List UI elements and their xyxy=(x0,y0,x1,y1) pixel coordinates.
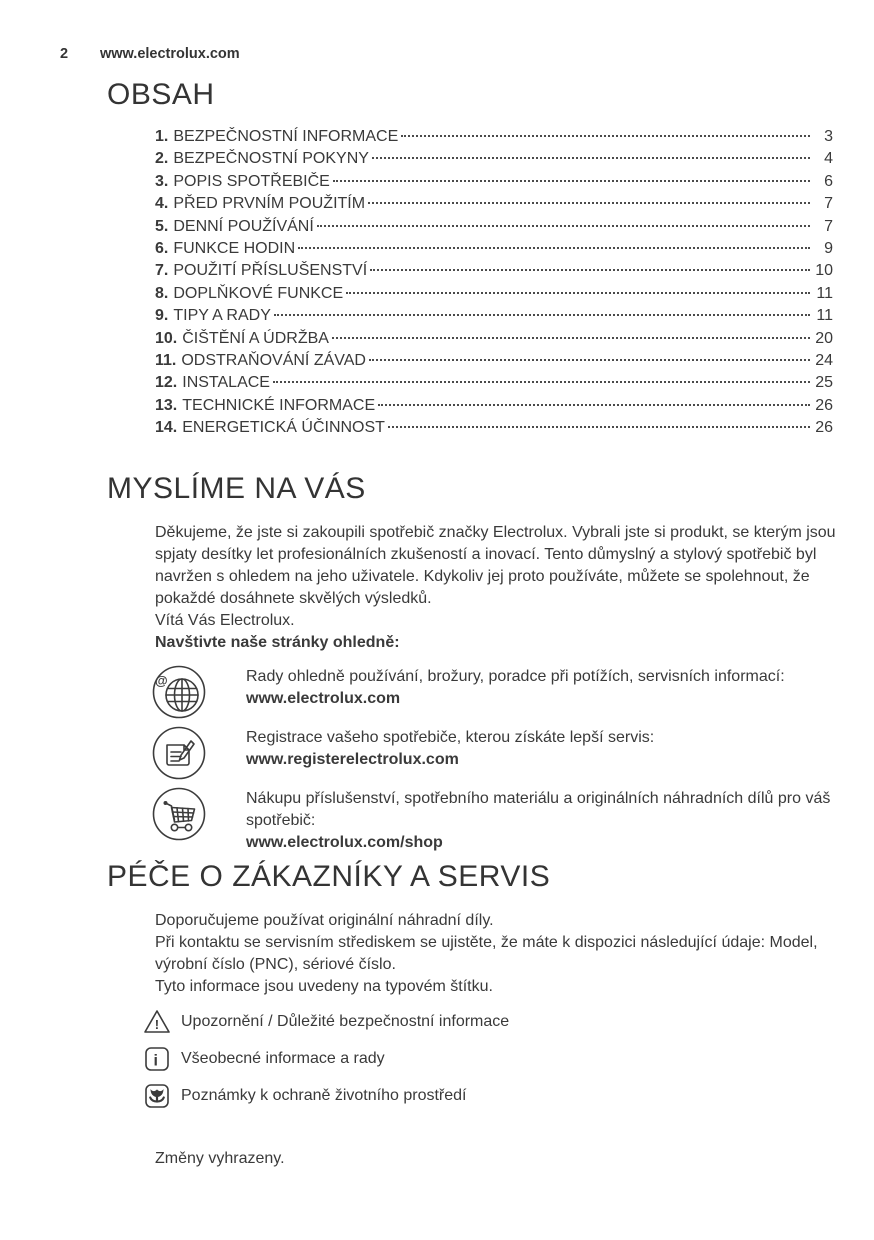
toc-row[interactable] xyxy=(155,193,833,215)
toc-row[interactable] xyxy=(155,328,833,350)
link-row-register xyxy=(151,725,851,781)
intro-text xyxy=(155,522,849,654)
toc-entry-number: 11. xyxy=(155,352,177,370)
toc-entry-title: BEZPEČNOSTNÍ INFORMACE xyxy=(173,128,399,145)
legend-row-info xyxy=(142,1045,874,1073)
toc-entry-number: 2. xyxy=(155,150,169,168)
globe-at-icon xyxy=(151,664,207,720)
toc-dot-leader xyxy=(368,202,810,204)
toc-entry-number: 10. xyxy=(155,329,178,347)
toc-row[interactable] xyxy=(155,171,833,193)
register-document-icon xyxy=(151,725,207,781)
website-links xyxy=(151,664,851,854)
toc-entry-number: 7. xyxy=(155,262,169,280)
toc-entry-title: ODSTRAŇOVÁNÍ ZÁVAD xyxy=(181,352,366,370)
link-row-advice xyxy=(151,664,851,720)
link-row-shop xyxy=(151,786,851,854)
svg-text:@: @ xyxy=(155,672,168,688)
toc-entry-number: 8. xyxy=(155,284,169,302)
toc-row[interactable] xyxy=(155,260,833,282)
toc-entry-page: 9 xyxy=(824,240,833,258)
toc-entry-title: TECHNICKÉ INFORMACE xyxy=(182,396,376,414)
legend-row-environment xyxy=(142,1082,874,1110)
toc-entry-number: 13. xyxy=(155,396,178,414)
toc-dot-leader xyxy=(298,247,810,249)
toc-dot-leader xyxy=(274,314,810,316)
toc-row[interactable] xyxy=(155,305,833,327)
toc-entry-title: ENERGETICKÁ ÚČINNOST xyxy=(182,419,385,437)
toc-dot-leader xyxy=(369,359,810,361)
legend-label: Všeobecné informace a rady xyxy=(181,1049,385,1067)
toc-row[interactable] xyxy=(155,216,833,238)
toc-entry-title: POPIS SPOTŘEBIČE xyxy=(173,172,330,190)
header-site-label: www.electrolux.com xyxy=(100,46,240,62)
toc-entry-page: 3 xyxy=(824,128,833,145)
environment-icon xyxy=(142,1082,172,1110)
svg-text:!: ! xyxy=(154,1016,160,1032)
care-line: Při kontaktu se servisním střediskem se ujistěte, že máte k dispozici následující údaje: Model, výrobní číslo (PNC), sériové číslo. xyxy=(155,933,818,973)
toc-entry-page: 24 xyxy=(815,352,833,370)
toc-entry-number: 5. xyxy=(155,217,169,235)
toc-entry-page: 7 xyxy=(824,195,833,213)
toc-entry-title: BEZPEČNOSTNÍ POKYNY xyxy=(173,150,369,168)
toc-entry-number: 4. xyxy=(155,195,169,213)
rights-reserved-note: Změny vyhrazeny. xyxy=(155,1149,285,1167)
toc-entry-page: 20 xyxy=(815,329,833,347)
link-text-block xyxy=(246,786,851,854)
toc-entry-page: 11 xyxy=(816,307,833,325)
shopping-cart-icon xyxy=(151,786,207,842)
toc-dot-leader xyxy=(401,135,810,137)
info-icon xyxy=(142,1045,172,1073)
toc-entry-page: 4 xyxy=(824,150,833,168)
toc-entry-number: 9. xyxy=(155,307,169,325)
toc-dot-leader xyxy=(378,404,810,406)
care-service-heading: PÉČE O ZÁKAZNÍKY A SERVIS xyxy=(107,859,551,893)
toc-entry-title: ČIŠTĚNÍ A ÚDRŽBA xyxy=(182,329,329,347)
page-header xyxy=(60,46,874,62)
warning-icon xyxy=(142,1008,172,1036)
toc-row[interactable] xyxy=(155,283,833,305)
toc-entry-number: 14. xyxy=(155,419,178,437)
toc-row[interactable] xyxy=(155,395,833,417)
link-description: Nákupu příslušenství, spotřebního materiálu a originálních náhradních dílů pro váš spotřebič: xyxy=(246,789,831,829)
page-number: 2 xyxy=(60,46,69,62)
toc-dot-leader xyxy=(372,157,810,159)
toc-entry-number: 12. xyxy=(155,374,178,392)
svg-text:i: i xyxy=(153,1052,158,1070)
toc-row[interactable] xyxy=(155,126,833,148)
toc-entry-title: DENNÍ POUŽÍVÁNÍ xyxy=(173,217,314,235)
link-url[interactable]: www.electrolux.com/shop xyxy=(246,833,443,851)
toc-entry-page: 10 xyxy=(815,262,833,280)
toc-dot-leader xyxy=(346,292,810,294)
link-text-block xyxy=(246,664,785,710)
table-of-contents xyxy=(155,126,833,440)
toc-entry-page: 26 xyxy=(815,396,833,414)
link-text-block xyxy=(246,725,654,771)
we-think-of-you-heading: MYSLÍME NA VÁS xyxy=(107,471,366,505)
toc-entry-title: DOPLŇKOVÉ FUNKCE xyxy=(173,284,344,302)
legend-label: Poznámky k ochraně životního prostředí xyxy=(181,1086,467,1104)
toc-dot-leader xyxy=(317,225,810,227)
toc-dot-leader xyxy=(370,269,810,271)
toc-entry-title: POUŽITÍ PŘÍSLUŠENSTVÍ xyxy=(173,262,368,280)
toc-entry-title: FUNKCE HODIN xyxy=(173,240,296,258)
care-line: Doporučujeme používat originální náhradní díly. xyxy=(155,911,494,929)
toc-entry-page: 11 xyxy=(816,284,833,302)
link-description: Registrace vašeho spotřebiče, kterou získáte lepší servis: xyxy=(246,728,655,746)
care-service-text xyxy=(155,910,849,998)
toc-dot-leader xyxy=(332,337,810,339)
toc-entry-title: PŘED PRVNÍM POUŽITÍM xyxy=(173,195,366,213)
legend-row-warning xyxy=(142,1008,874,1036)
toc-entry-title: TIPY A RADY xyxy=(173,307,271,325)
link-description: Rady ohledně používání, brožury, poradce při potížích, servisních informací: xyxy=(246,667,785,685)
toc-dot-leader xyxy=(333,180,810,182)
toc-entry-page: 26 xyxy=(815,419,833,437)
toc-entry-number: 6. xyxy=(155,240,169,258)
toc-row[interactable] xyxy=(155,350,833,372)
toc-row[interactable] xyxy=(155,417,833,439)
toc-entry-title: INSTALACE xyxy=(182,374,270,392)
toc-entry-page: 25 xyxy=(815,374,833,392)
intro-paragraph: Děkujeme, že jste si zakoupili spotřebič značky Electrolux. Vybrali jste si produkt, se kterým jsou spjaty desítky let profesionálních zkušeností a inovací. Tento důmyslný a stylový spotřebič byl navržen s ohledem na jeho uživatele. Kdykoliv jej proto používáte, můžete se spolehnout, že pokaždé dosáhnete skvělých výsledků. xyxy=(155,523,836,607)
toc-dot-leader xyxy=(388,426,810,428)
toc-row[interactable] xyxy=(155,238,833,260)
toc-row[interactable] xyxy=(155,148,833,170)
toc-heading: OBSAH xyxy=(107,78,215,111)
symbol-legend xyxy=(142,1008,874,1110)
link-url[interactable]: www.electrolux.com xyxy=(246,689,401,707)
toc-row[interactable] xyxy=(155,372,833,394)
welcome-line: Vítá Vás Electrolux. xyxy=(155,611,295,629)
visit-heading: Navštivte naše stránky ohledně: xyxy=(155,633,400,651)
toc-entry-page: 7 xyxy=(824,217,833,235)
toc-entry-page: 6 xyxy=(824,172,833,190)
toc-entry-number: 3. xyxy=(155,172,169,190)
care-line: Tyto informace jsou uvedeny na typovém štítku. xyxy=(155,977,493,995)
legend-label: Upozornění / Důležité bezpečnostní informace xyxy=(181,1012,510,1030)
toc-entry-number: 1. xyxy=(155,128,169,145)
toc-dot-leader xyxy=(273,381,810,383)
link-url[interactable]: www.registerelectrolux.com xyxy=(246,750,459,768)
